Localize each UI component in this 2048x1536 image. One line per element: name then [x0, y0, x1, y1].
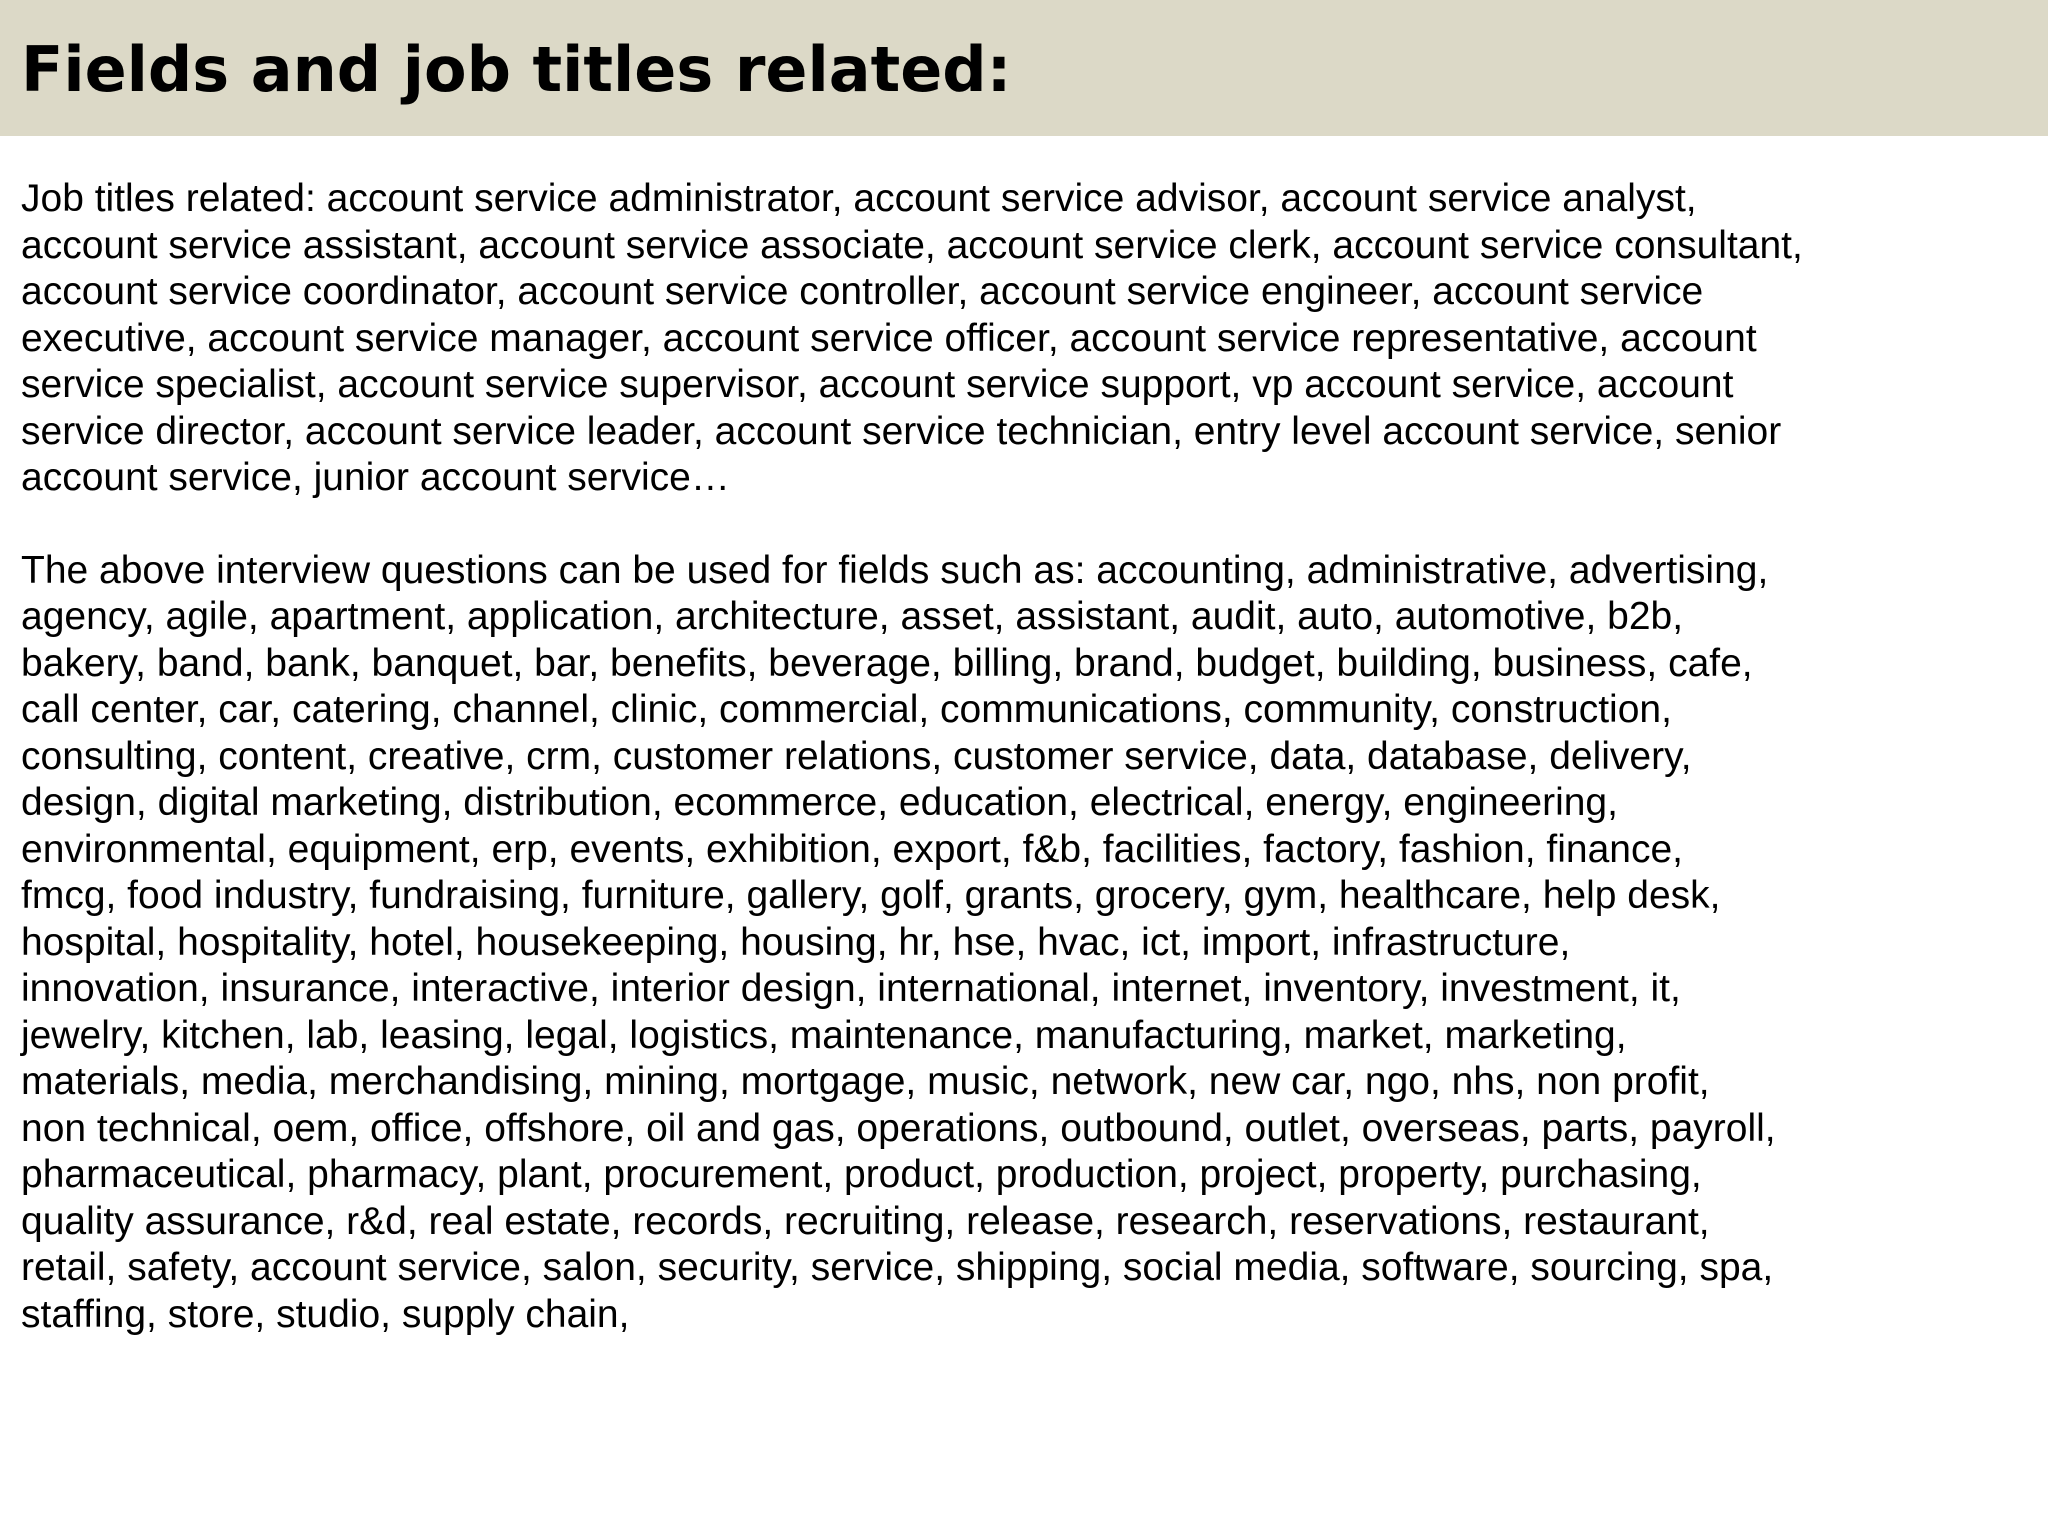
page-title: Fields and job titles related:	[21, 33, 1012, 106]
fields-paragraph: The above interview questions can be used for fields such as: accounting, administrative, advertising, agency, agile, apartment, application, architecture, asset, assistant, audit, auto, automotive, b2b, bakery, band, bank, banquet, bar, benefits, beverage, billing, brand, budget, building, business, cafe, call center, car, catering, channel, clinic, commercial, communications, community, construction, consulting, content, creative, crm, customer relations, customer service, data, database, delivery, design, digital marketing, distribution, ecommerce, education, electrical, energy, engineering, environmental, equipment, erp, events, exhibition, export, f&b, facilities, factory, fashion, finance, fmcg, food industry, fundraising, furniture, gallery, golf, grants, grocery, gym, healthcare, help desk, hospital, hospitality, hotel, housekeeping, housing, hr, hse, hvac, ict, import, infrastructure, innovation, insurance, interactive, interior design, international, internet, inventory, investment, it, jewelry, kitchen, lab, leasing, legal, logistics, maintenance, manufacturing, market, marketing, materials, media, merchandising, mining, mortgage, music, network, new car, ngo, nhs, non profit, non technical, oem, office, offshore, oil and gas, operations, outbound, outlet, overseas, parts, payroll, pharmaceutical, pharmacy, plant, procurement, product, production, project, property, purchasing, quality assurance, r&d, real estate, records, recruiting, release, research, reservations, restaurant, retail, safety, account service, salon, security, service, shipping, social media, software, sourcing, spa, staffing, store, studio, supply chain,	[21, 548, 1776, 1336]
slide-body	[21, 176, 2033, 1338]
job-titles-paragraph: Job titles related: account service administrator, account service advisor, account service analyst, account service assistant, account service associate, account service clerk, account service consultant, account service coordinator, account service controller, account service engineer, account service executive, account service manager, account service officer, account service representative, account service specialist, account service supervisor, account service support, vp account service, account service director, account service leader, account service technician, entry level account service, senior account service, junior account service…	[21, 177, 1803, 499]
title-bar	[0, 0, 2048, 136]
